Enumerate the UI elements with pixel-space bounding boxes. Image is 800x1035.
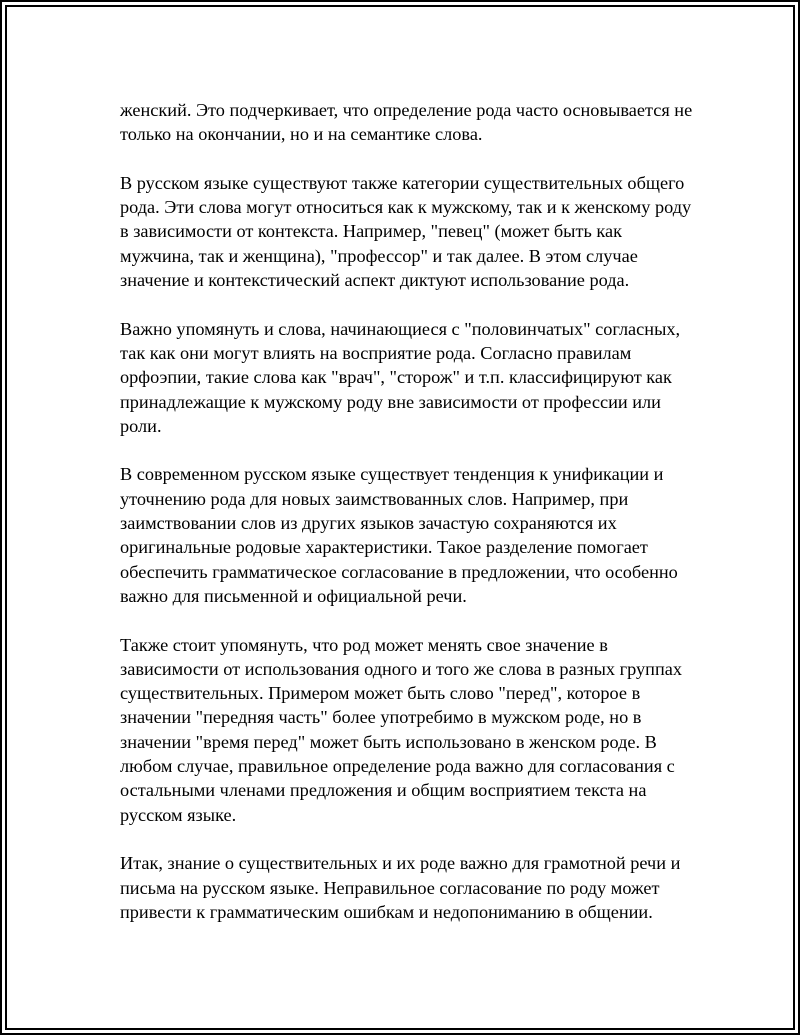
paragraph-6: Итак, знание о существительных и их роде важно для грамотной речи и письма на русском языке. Неправильное согласование по роду может привести к грамматическим ошибкам и недопониманию в общении. <box>120 853 681 922</box>
page-inner-border <box>5 5 795 1030</box>
paragraph-3: Важно упомянуть и слова, начинающиеся с "половинчатых" согласных, так как они могут влиять на восприятие рода. Согласно правилам орфоэпии, такие слова как "врач", "сторож" и т.п. классифицируют как принадлежащие к мужскому роду вне зависимости от профессии или роли. <box>120 318 681 436</box>
paragraph-2: В русском языке существуют также категории существительных общего рода. Эти слова могут относиться как к мужскому, так и к женскому роду в зависимости от контекста. Например, "певец" (может быть как мужчина, так и женщина), "профессор" и так далее. В этом случае значение и контекстический аспект диктуют использование рода. <box>120 172 692 291</box>
paragraph-1: женский. Это подчеркивает, что определение рода часто основывается не только на окончании, но и на семантике слова. <box>120 100 693 145</box>
paragraph-5: Также стоит упомянуть, что род может менять свое значение в зависимости от использования одного и того же слова в разных группах существительных. Примером может быть слово "перед", которое в значении "передняя часть" более употребимо в мужском роде, но в значении "время перед" может быть использовано в женском роде. В любом случае, правильное определение рода важно для согласования с остальными членами предложения и общим восприятием текста на русском языке. <box>120 634 683 825</box>
paragraph-4: В современном русском языке существует тенденция к унификации и уточнению рода для новых заимствованных слов. Например, при заимствовании слов из других языков зачастую сохраняются их оригинальные родовые характеристики. Такое разделение помогает обеспечить грамматическое согласование в предложении, что особенно важно для письменной и официальной речи. <box>120 464 678 606</box>
document-body <box>120 98 700 948</box>
